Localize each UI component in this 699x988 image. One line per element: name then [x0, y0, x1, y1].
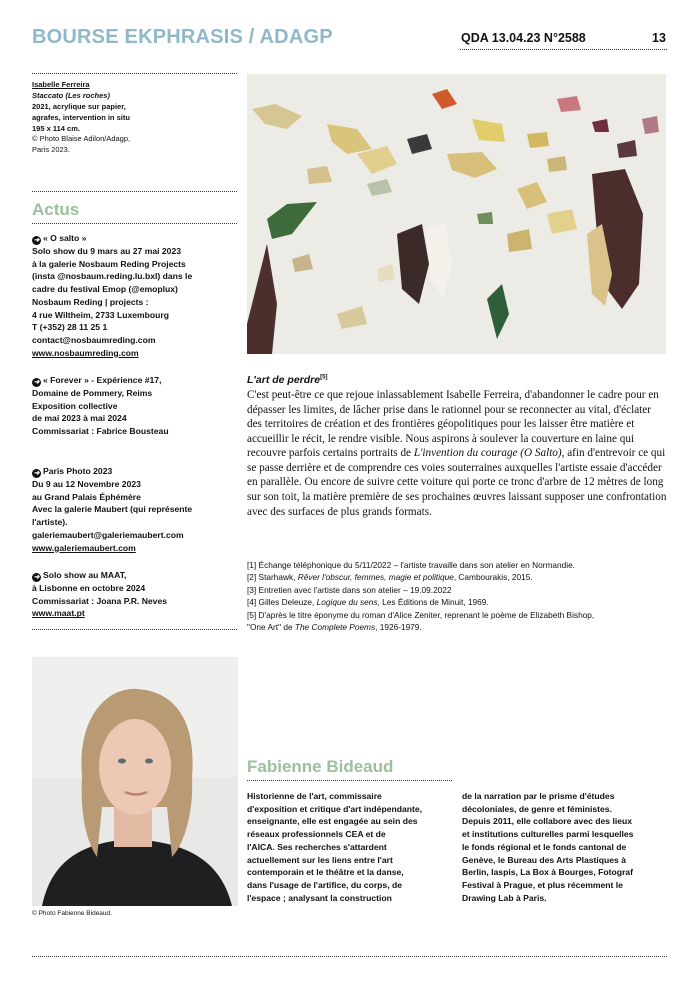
page-footer-divider: [32, 956, 667, 957]
footnote-1: [1] Échange téléphonique du 5/11/2022 – l'artiste travaille dans son atelier en Normandie.: [247, 560, 575, 570]
author-name: Fabienne Bideaud: [247, 757, 394, 776]
actus-item-line: ➜ Solo show au MAAT,: [33, 570, 127, 581]
bio-line: Depuis 2011, elle collabore avec des lieux: [462, 816, 633, 827]
caption-work-title: Staccato (Les roches): [32, 90, 110, 100]
caption-divider-top: [32, 73, 237, 74]
galerie-maubert-link[interactable]: www.galeriemaubert.com: [32, 542, 136, 553]
bio-line: actuellement sur les liens entre l'art: [247, 854, 393, 865]
actus-item-line: Du 9 au 12 Novembre 2023: [32, 479, 141, 489]
actus-item-paris-photo: [32, 465, 244, 554]
actus-item-line: T (+352) 28 11 25 1: [32, 322, 108, 333]
caption-medium-1: 2021, acrylique sur papier,: [32, 101, 126, 111]
actus-item-line: 4 rue Wiltheim, 2733 Luxembourg: [32, 309, 169, 320]
paper-fragment: [527, 132, 549, 148]
essay-title: L'art de perdre[5]: [247, 374, 328, 386]
author-portrait-photo: [32, 657, 238, 906]
actus-item-line: ➜ « O salto »: [33, 233, 87, 244]
actus-item-line: de mai 2023 à mai 2024: [32, 413, 127, 424]
essay-body: C'est peut-être ce que rejoue inlassablement Isabelle Ferreira, d'abandonner le cadre pour en dépasser les limites, de lâcher prise dans le rationnel pour se reconnecter au vital, d'éclater des territoires de création et des frontières géopolitiques pour les laisser être matière et accueillir le récit, le rendre visible. Nous aspirons à soulever la couverture en laine qui recouvre parfois certains portraits de L'invention du courage (O Salto), afin d'entrevoir ce qui se passe derrière et de comprendre ces voies souterraines auxquelles l'artiste essaie d'accéder en parallèle. Ou encore de suivre cette voiture qui porte ce tronc d'arbre de 12 mètres de long sur son toit, la matière première de ses prochaines œuvres laissant supposer une confrontation avec des surfaces de plus grands formats.: [247, 389, 667, 518]
actus-divider: [32, 223, 237, 224]
footnote-2: [2] Starhawk, Rêver l'obscur, femmes, magie et politique, Cambourakis, 2015.: [247, 572, 533, 583]
actus-heading: Actus: [32, 200, 80, 219]
bio-line: Historienne de l'art, commissaire: [247, 791, 382, 801]
caption-credit-2: Paris 2023.: [32, 145, 70, 155]
actus-item-line: Nosbaum Reding | projects :: [32, 296, 149, 307]
arrow-right-icon: ➜: [33, 574, 40, 581]
magazine-section-title: BOURSE EKPHRASIS / ADAGP: [32, 26, 333, 48]
header-divider: [460, 49, 667, 50]
author-divider: [247, 780, 452, 781]
paper-fragment: [477, 212, 493, 224]
actus-item-line: Domaine de Pommery, Reims: [32, 388, 153, 398]
actus-item-line: contact@nosbaumreding.com: [32, 335, 156, 346]
author-bio-col-2: [462, 790, 662, 904]
actus-item-line: Commissariat : Joana P.R. Neves: [32, 595, 168, 606]
arrow-right-icon: ➜: [33, 379, 40, 386]
bio-line: Berlin, Iaspis, La Box à Bourges, Fotograf: [462, 867, 633, 878]
actus-item-line: Avec la galerie Maubert (qui représente: [32, 504, 193, 515]
portrait-eye: [118, 759, 126, 764]
portrait-face: [99, 719, 171, 815]
actus-item-line: (insta @nosbaum.reding.lu.bxl) dans le: [32, 271, 193, 282]
arrow-right-icon: ➜: [33, 237, 40, 244]
actus-item-line: au Grand Palais Éphémère: [32, 491, 141, 502]
caption-medium-3: 195 x 114 cm.: [32, 123, 80, 133]
portrait-credit: © Photo Fabienne Bideaud.: [32, 910, 112, 917]
author-bio-col-1: [247, 790, 447, 904]
actus-item-line: l'artiste).: [32, 517, 68, 528]
actus-item-line: Commissariat : Fabrice Bousteau: [32, 426, 169, 437]
artwork-photo-staccato: [247, 74, 666, 354]
caption-artist: Isabelle Ferreira: [32, 80, 90, 89]
actus-item-forever: [32, 374, 244, 438]
caption-medium-2: agrafes, intervention in situ: [32, 112, 130, 122]
essay-work-title: L'invention du courage (O Salto),: [413, 447, 565, 460]
actus-item-line: à Lisbonne en octobre 2024: [32, 583, 146, 593]
actus-divider-bottom: [32, 629, 237, 630]
actus-item-line: ➜ « Forever » - Expérience #17,: [33, 375, 162, 386]
nosbaum-reding-link[interactable]: www.nosbaumreding.com: [32, 347, 139, 358]
footnote-ref: [5]: [320, 374, 328, 381]
actus-item-line: Exposition collective: [32, 400, 118, 411]
bio-line: le fonds régional et le fonds cantonal de: [462, 841, 627, 852]
bio-line: décoloniales, de genre et féministes.: [462, 803, 612, 814]
bio-line: de la narration par le prisme d'études: [462, 791, 615, 801]
actus-item-line: galeriemaubert@galeriemaubert.com: [32, 529, 184, 540]
footnote-5: [5] D'après le titre éponyme du roman d'Alice Zeniter, reprenant le poème de Elizabeth Bishop,: [247, 609, 595, 620]
footnotes: [247, 559, 677, 634]
bio-line: l'AICA. Ses recherches s'attardent: [247, 841, 387, 852]
bio-line: et institutions culturelles parmi lesquelles: [462, 829, 634, 840]
bio-line: l'espace ; analysant la construction: [247, 892, 392, 903]
issue-number: QDA 13.04.23 N°2588: [461, 31, 586, 45]
bio-line: dans l'usage de l'artifice, du corps, de: [247, 880, 402, 891]
footnote-3: [3] Entretien avec l'artiste dans son atelier – 19.09.2022: [247, 584, 452, 595]
page-number: 13: [652, 31, 666, 45]
footnote-4: [4] Gilles Deleuze, Logique du sens, Les Éditions de Minuit, 1969.: [247, 597, 489, 608]
footnote-5-cont: "One Art" de The Complete Poems, 1926-1979.: [247, 622, 422, 633]
portrait-eye: [145, 759, 153, 764]
bio-line: contemporain et le théâtre et la danse,: [247, 867, 404, 878]
paper-fragment: [642, 116, 659, 134]
actus-item-line: cadre du festival Emop (@emoplux): [32, 284, 178, 295]
caption-credit-1: © Photo Blaise Adilon/Adagp,: [32, 134, 131, 144]
arrow-right-icon: ➜: [33, 470, 40, 477]
actus-divider-top: [32, 191, 237, 192]
actus-item-line: à la galerie Nosbaum Reding Projects: [32, 258, 186, 269]
bio-line: Genève, le Bureau des Arts Plastiques à: [462, 854, 626, 865]
artwork-caption: [32, 80, 237, 156]
bio-line: d'exposition et critique d'art indépendante,: [247, 803, 423, 814]
bio-line: enseignante, elle est engagée au sein des: [247, 816, 418, 827]
actus-item-line: ➜ Paris Photo 2023: [33, 466, 113, 477]
actus-item-o-salto: [32, 232, 244, 359]
actus-item-line: Solo show du 9 mars au 27 mai 2023: [32, 246, 182, 256]
actus-item-maat: [32, 569, 244, 620]
bio-line: réseaux professionnels CEA et de: [247, 829, 386, 840]
maat-link[interactable]: www.maat.pt: [32, 608, 85, 619]
bio-line: Festival à Prague, et plus récemment le: [462, 880, 623, 891]
bio-line: Drawing Lab à Paris.: [462, 892, 547, 903]
